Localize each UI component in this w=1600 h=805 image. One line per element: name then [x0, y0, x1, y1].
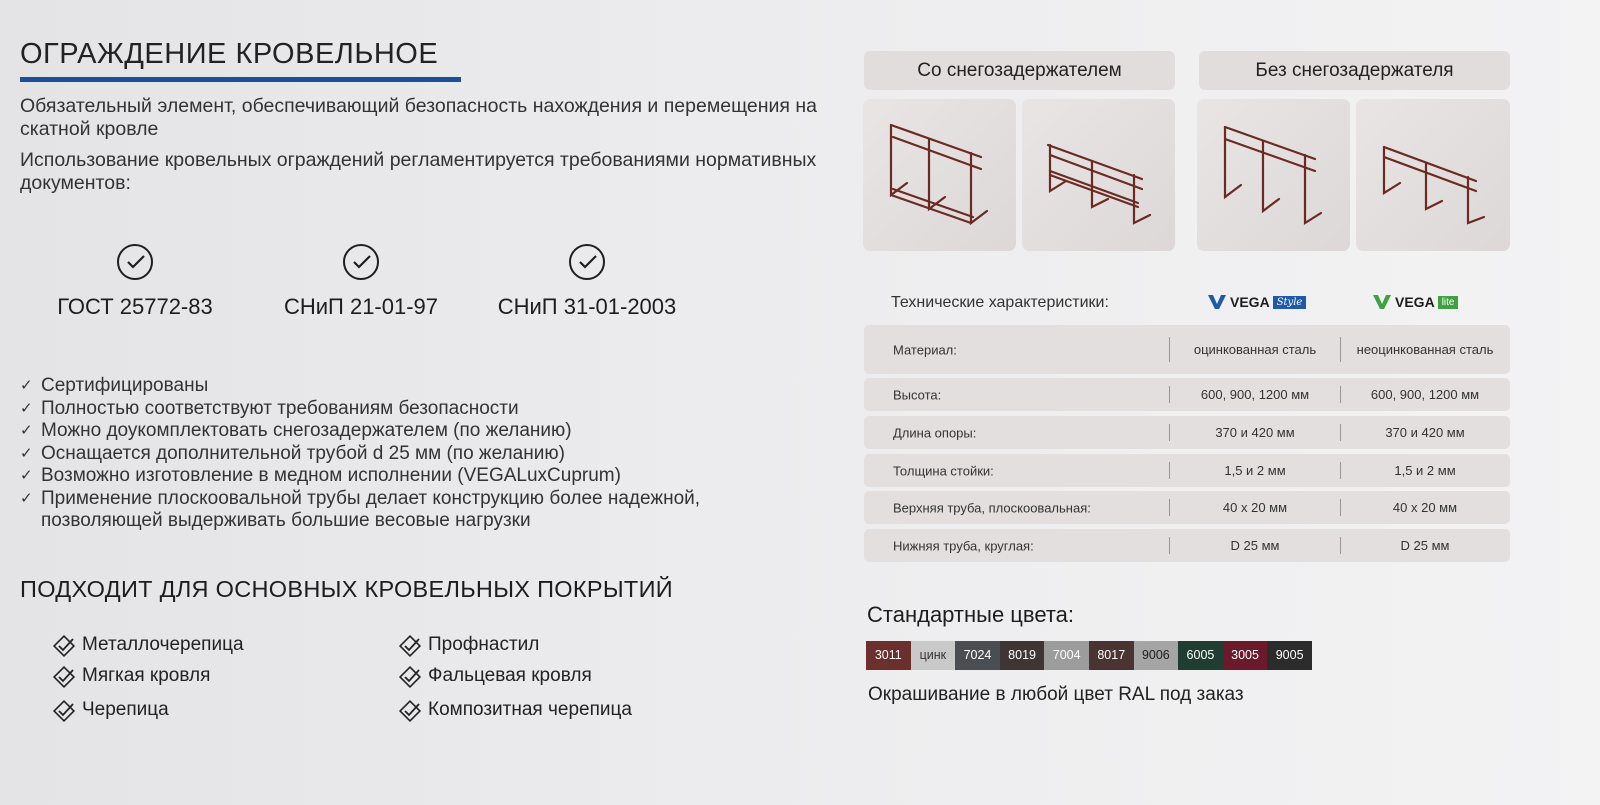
intro-paragraph-2: Использование кровельных ограждений регламентируется требованиями нормативных документов:	[20, 149, 817, 194]
check-circle-icon	[117, 244, 153, 280]
standards-list	[20, 244, 740, 334]
product-image-railing-with-snowguard-1	[863, 99, 1016, 251]
page-title: ОГРАЖДЕНИЕ КРОВЕЛЬНОЕ	[20, 38, 439, 70]
standard-label: СНиП 31-01-2003	[497, 294, 677, 319]
checkmark-icon: ✓	[20, 422, 33, 439]
color-swatch-цинк: цинк	[911, 641, 956, 670]
tab-without-snow-guard[interactable]: Без снегозадержателя	[1199, 51, 1510, 90]
coverings-title: ПОДХОДИТ ДЛЯ ОСНОВНЫХ КРОВЕЛЬНЫХ ПОКРЫТИЙ	[20, 576, 673, 602]
checkmark-icon: ✓	[20, 377, 33, 394]
covering-item: Фальцевая кровля	[398, 665, 592, 687]
diamond-check-icon	[398, 665, 422, 689]
checkmark-icon: ✓	[20, 399, 33, 417]
color-swatches	[866, 641, 1312, 670]
product-image-railing-1	[1197, 99, 1350, 251]
feature-item: ✓ Можно доукомплектовать снегозадержателем (по желанию)	[20, 420, 572, 441]
standard-label: ГОСТ 25772-83	[57, 294, 213, 319]
diamond-check-icon	[52, 665, 76, 689]
checkmark-icon: ✓	[20, 489, 33, 507]
diamond-check-icon	[398, 634, 422, 658]
standard-snip-21	[246, 244, 476, 320]
vega-logo-icon	[1373, 295, 1391, 309]
check-circle-icon	[569, 244, 605, 280]
spec-row-lower-pipe: Нижняя труба, круглая: D 25 мм D 25 мм	[864, 529, 1510, 562]
standard-snip-31	[472, 244, 702, 320]
left-column	[20, 0, 840, 805]
color-swatch-7024: 7024	[955, 641, 1000, 670]
color-swatch-7004: 7004	[1044, 641, 1089, 670]
covering-item: Черепица	[52, 699, 169, 721]
product-image-railing-with-snowguard-2	[1022, 99, 1175, 251]
color-swatch-9005: 9005	[1267, 641, 1312, 670]
brand-vega-lite: VEGA lite	[1373, 294, 1458, 310]
feature-item: ✓ Сертифицированы	[20, 375, 209, 396]
standard-gost	[20, 244, 250, 320]
spec-row-post-thickness: Толщина стойки: 1,5 и 2 мм 1,5 и 2 мм	[864, 454, 1510, 487]
spec-row-height: Высота: 600, 900, 1200 мм 600, 900, 1200 мм	[864, 378, 1510, 411]
check-circle-icon	[343, 244, 379, 280]
color-swatch-3005: 3005	[1223, 641, 1268, 670]
feature-item: ✓ Возможно изготовление в медном исполнении (VEGALuxCuprum)	[20, 465, 621, 486]
color-swatch-9006: 9006	[1134, 641, 1179, 670]
specs-header: Технические характеристики:	[891, 294, 1109, 311]
brand-vega-style: VEGA Style	[1208, 294, 1306, 310]
covering-item: Мягкая кровля	[52, 665, 210, 687]
ral-paint-note: Окрашивание в любой цвет RAL под заказ	[868, 684, 1244, 705]
title-underline	[20, 77, 461, 82]
tab-with-snow-guard[interactable]: Со снегозадержателем	[864, 51, 1175, 90]
checkmark-icon: ✓	[20, 444, 33, 462]
standard-colors-title: Стандартные цвета:	[867, 602, 1075, 627]
standard-label: СНиП 21-01-97	[283, 294, 439, 319]
color-swatch-8019: 8019	[1000, 641, 1045, 670]
product-image-railing-2	[1356, 99, 1510, 251]
color-swatch-3011: 3011	[866, 641, 911, 670]
features-list	[20, 375, 840, 533]
feature-item: ✓ Применение плоскоовальной трубы делает конструкцию более надежной, позволяющей выдерживать большие весовые нагрузки	[20, 487, 701, 531]
checkmark-icon: ✓	[20, 467, 33, 484]
color-swatch-6005: 6005	[1178, 641, 1223, 670]
diamond-check-icon	[398, 699, 422, 723]
covering-item: Металлочерепица	[52, 634, 244, 656]
diamond-check-icon	[52, 634, 76, 658]
diamond-check-icon	[52, 699, 76, 723]
covering-item: Профнастил	[398, 634, 539, 656]
color-swatch-8017: 8017	[1089, 641, 1134, 670]
spec-row-support-length: Длина опоры: 370 и 420 мм 370 и 420 мм	[864, 416, 1510, 449]
vega-logo-icon	[1208, 295, 1226, 309]
covering-item: Композитная черепица	[398, 699, 632, 721]
intro-text	[20, 95, 820, 203]
spec-row-material: Материал: оцинкованная сталь неоцинкованная сталь	[864, 325, 1510, 374]
spec-row-upper-pipe: Верхняя труба, плоскоовальная: 40 х 20 мм 40 х 20 мм	[864, 491, 1510, 524]
feature-item: ✓ Оснащается дополнительной трубой d 25 мм (по желанию)	[20, 442, 565, 464]
intro-paragraph-1: Обязательный элемент, обеспечивающий безопасность нахождения и перемещения на скатной кровле	[20, 95, 818, 140]
feature-item: ✓ Полностью соответствуют требованиям безопасности	[20, 397, 519, 419]
